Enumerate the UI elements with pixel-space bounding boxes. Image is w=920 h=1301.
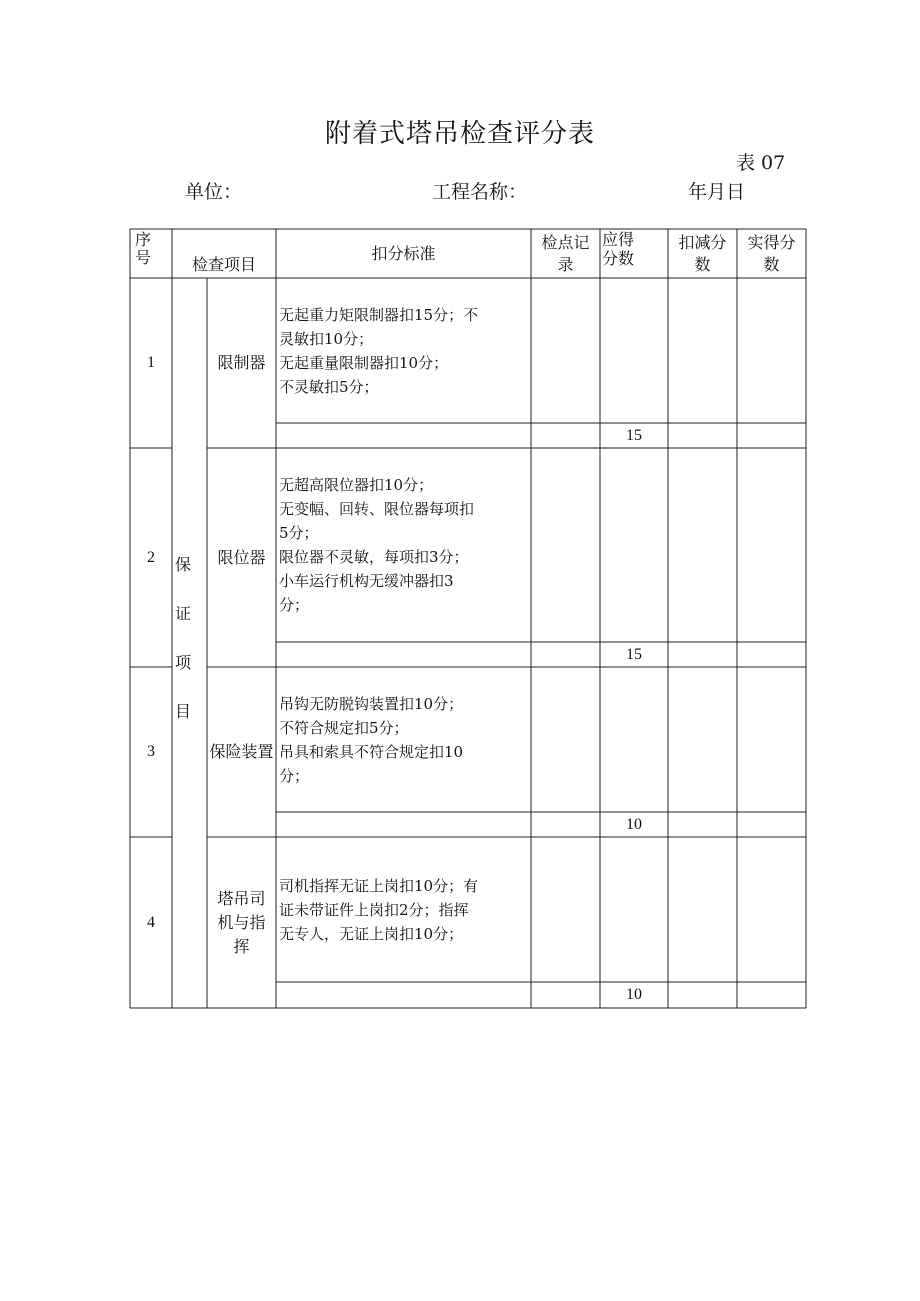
row-due-score: 10 xyxy=(626,986,642,1003)
header-seq: 序号 xyxy=(134,230,151,267)
row-item-name: 保险装置 xyxy=(209,742,274,761)
row-seq: 4 xyxy=(147,913,155,931)
row-seq: 2 xyxy=(147,548,155,566)
group-label-guarantee-items xyxy=(172,540,194,736)
header-inspection-item: 检查项目 xyxy=(191,255,256,274)
project-name-label: 工程名称： xyxy=(432,181,528,203)
group-char: 目 xyxy=(174,702,191,721)
row-criteria: 吊钩无防脱钩装置扣10分； 不符合规定扣5分； 吊具和索具不符合规定扣10 分； xyxy=(279,694,464,785)
row-due-score: 10 xyxy=(626,815,642,833)
row-criteria: 无起重力矩限制器扣15分；不 灵敏扣10分； 无起重量限制器扣10分； 不灵敏扣5分； xyxy=(279,305,479,396)
row-item-name: 限位器 xyxy=(217,547,266,567)
header-due-score: 应得分数 xyxy=(602,230,635,268)
group-char: 保 xyxy=(174,555,191,574)
row-seq: 3 xyxy=(147,743,155,760)
header-deduction-criteria: 扣分标准 xyxy=(371,243,436,263)
header-deduct-score: 扣减分数 xyxy=(678,232,727,274)
header-inspection-record: 检点记录 xyxy=(541,232,590,274)
group-char: 项 xyxy=(174,653,191,672)
row-due-score: 15 xyxy=(626,645,642,663)
unit-label: 单位： xyxy=(185,181,243,203)
row-item-name: 塔吊司机与指挥 xyxy=(217,888,266,956)
row-item-name: 限制器 xyxy=(217,353,266,372)
form-number: 表 07 xyxy=(736,152,786,174)
group-char: 证 xyxy=(174,604,191,623)
date-label: 年月日 xyxy=(688,181,746,203)
row-criteria: 无超高限位器扣10分； 无变幅、回转、限位器每项扣 5分； 限位器不灵敏，每项扣3分； 小车运行机构无缓冲器扣3 分； xyxy=(279,476,475,614)
header-actual-score: 实得分数 xyxy=(747,232,796,274)
page-title: 附着式塔吊检查评分表 xyxy=(324,119,595,149)
row-criteria: 司机指挥无证上岗扣10分；有 证未带证件上岗扣2分；指挥 无专人，无证上岗扣10分； xyxy=(279,876,479,943)
row-seq: 1 xyxy=(147,354,155,371)
row-due-score: 15 xyxy=(626,426,642,444)
